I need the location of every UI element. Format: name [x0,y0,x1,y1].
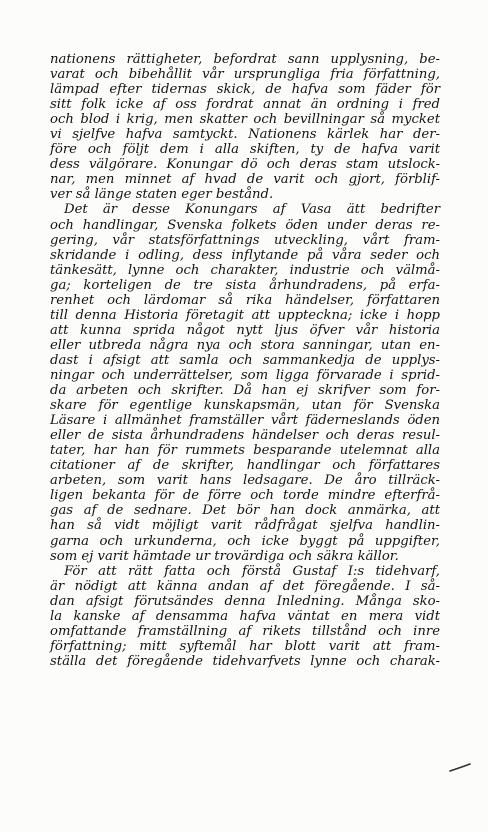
text-line: och blod i krig, men skatter och bevillningar så mycket [50,112,440,128]
text-line: före och följt dem i alla skiften, ty de hafva varit [50,142,440,158]
text-line: ligen bekanta för de förre och torde mindre efterfrå- [50,488,440,504]
paragraph-start-line: Det är desse Konungars af Vasa ätt bedrifter [64,202,440,218]
text-line: citationer af de skrifter, handlingar och författares [50,458,440,474]
text-line: vi sjelfve hafva samtyckt. Nationens kärlek har der- [50,127,440,143]
text-line: da arbeten och skrifter. Då han ej skrifver som for- [50,383,440,399]
text-line: gas af de sednare. Det bör han dock anmärka, att [50,503,440,519]
text-line: Läsare i allmänhet framställer vårt fäderneslands öden [50,413,440,429]
body-text [50,52,440,669]
text-line: arbeten, som varit hans ledsagare. De åro tillräck- [50,473,440,489]
text-line: till denna Historia företagit att uppteckna; icke i hopp [50,307,440,323]
text-line: sitt folk icke af oss fordrat annat än ordning i fred [50,97,440,113]
text-line: eller utbreda några nya och stora sanningar, utan en- [50,337,440,353]
text-line: varat och bibehållit vår ursprungliga fria författning, [50,67,440,83]
paragraph-start-line: För att rätt fatta och förstå Gustaf I:s tidehvarf, [64,563,440,579]
text-line: är nödigt att känna andan af det föregående. I så- [50,578,440,594]
text-line: nar, men minnet af hvad de varit och gjort, förblif- [50,172,440,188]
text-line: dast i afsigt att samla och sammankedja de upplys- [50,352,440,368]
text-line: författning; mitt syftemål har blott varit att fram- [50,638,440,654]
text-line: gering, vår statsförfattnings utveckling, vårt fram- [50,232,440,248]
text-line: eller de sista århundradens händelser och deras resul- [50,428,440,444]
text-line: la kanske af densamma hafva väntat en mera vidt [50,608,440,624]
paragraph-end-line: som ej varit hämtade ur trovärdiga och säkra källor. [50,548,399,564]
text-line: ga; korteligen de tre sista århundradens, på erfa- [50,277,440,293]
text-line: skare för egentlige kunskapsmän, utan för Svenska [50,398,440,414]
text-line: dan afsigt förutsändes denna Inledning. Många sko- [50,593,440,609]
text-line: och handlingar, Svenska folkets öden under deras re- [50,217,440,233]
text-line: tänkesätt, lynne och charakter, industrie och välmå- [50,262,440,278]
text-line: renhet och lärdomar så rika händelser, författaren [50,292,440,308]
text-line: ställa det föregående tidehvarfvets lynne och charak- [50,653,440,669]
ink-mark [449,763,471,773]
text-line: lämpad efter tidernas skick, de hafva som fäder för [50,82,440,98]
text-line: att kunna sprida något nytt ljus öfver vår historia [50,322,440,338]
text-line: tater, har han för rummets besparande utelemnat alla [50,443,440,459]
text-line: garna och urkunderna, och icke byggt på uppgifter, [50,533,440,549]
text-line: omfattande framställning af rikets tillstånd och inre [50,623,440,639]
text-line: han så vidt möjligt varit rådfrågat sjelfva handlin- [50,518,440,534]
text-line: ningar och underrättelser, som ligga förvarade i sprid- [50,367,440,383]
text-line: skridande i odling, dess inflytande på våra seder och [50,247,440,263]
paragraph-end-line: ver så länge staten eger bestånd. [50,187,274,203]
text-line: dess välgörare. Konungar dö och deras stam utslock- [50,157,440,173]
text-line: nationens rättigheter, befordrat sann upplysning, be- [50,52,440,67]
